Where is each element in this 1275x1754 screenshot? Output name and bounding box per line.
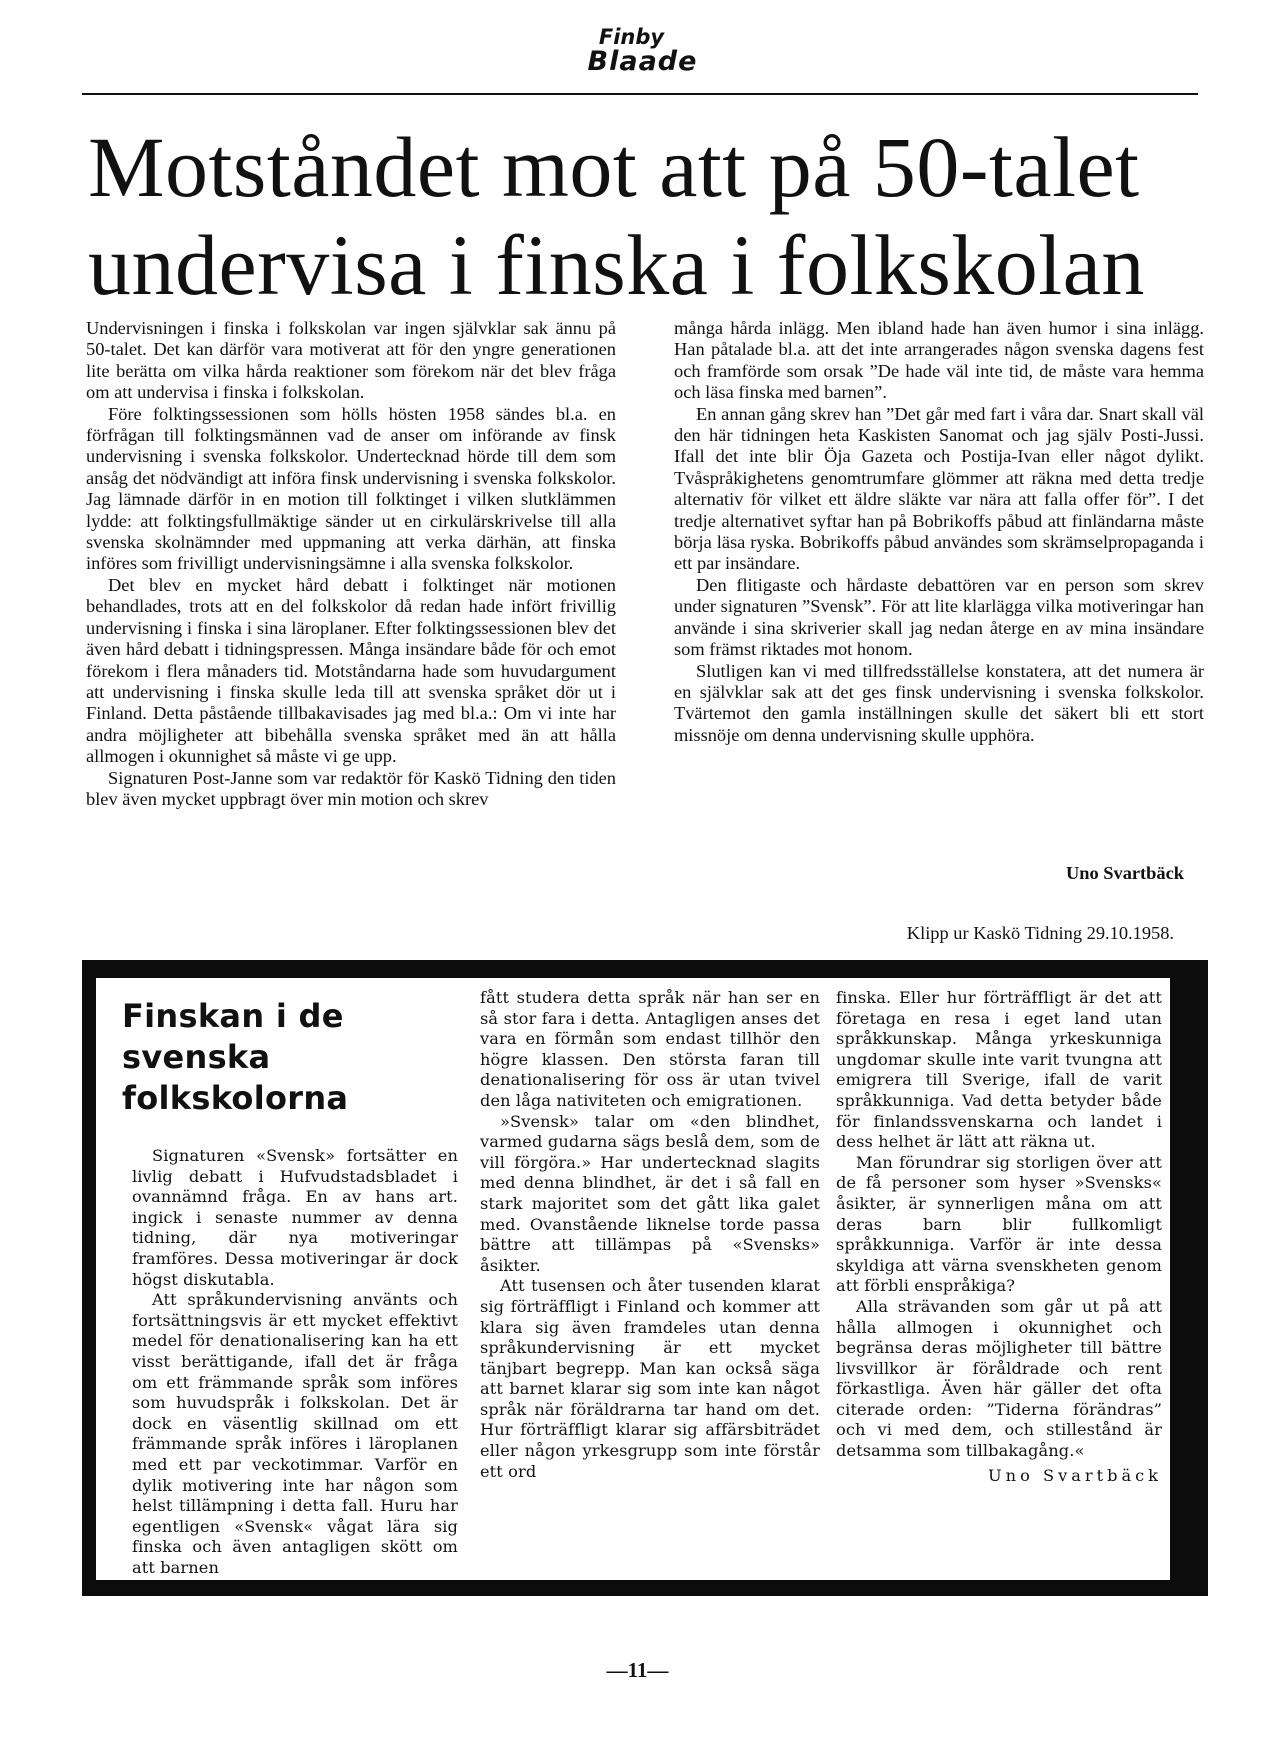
article-paragraph: Den flitigaste och hårdaste debattören var en person som skrev under signaturen ”Svensk”. För att lite klarlägga vilka motiveringar han använde i sina skriverier skall jag nedan återge en av mina insändare som främst riktades mot honom. xyxy=(674,574,1204,660)
clipping-paragraph: Man förundrar sig storligen över att de få personer som hyser »Svensks« åsikter, är synnerligen måna om att deras barn blir fullkomligt språkkunniga. Varför är inte dessa skyldiga att värna svenskheten genom att förbli enspråkiga? xyxy=(836,1152,1162,1296)
article-paragraph: Undervisningen i finska i folkskolan var ingen självklar sak ännu på 50-talet. Det kan därför vara motiverat att för den yngre generationen lite berätta om vilka hårda reaktioner som förekom när det blev fråga om att undervisa i finska i folkskolan. xyxy=(86,318,616,403)
article-signature: Uno Svartbäck xyxy=(1065,863,1184,883)
article-paragraph: många hårda inlägg. Men ibland hade han även humor i sina inlägg. Han påtalade bl.a. att det inte arrangerades någon svenska dagens fest och framförde som orsak ”De hade väl inte tid, de måste vara hemma och läsa finska med barnen”. xyxy=(674,318,1204,403)
masthead xyxy=(0,26,1275,76)
clipping-title: Finskan i de svenska folkskolorna xyxy=(122,997,349,1117)
masthead-line-2: Blaade xyxy=(587,46,698,77)
clipping-paragraph: Att språkundervisning använts och fortsättningsvis är ett mycket effektivt medel för denationalisering kan ha ett visst berättigande, ifall det är fråga om ett främmande språk som införes som huvudspråk i folkskolan. Det är dock en väsentlig skillnad om ett främmande språk införes i läroplanen med ett par veckotimmar. Varför en dylik motivering inte har någon som helst tillämpning i detta fall. Huru har egentligen «Svensk« vågat lära sig finska och även antagligen skött om att barnen xyxy=(132,1290,458,1577)
clipping-caption: Klipp ur Kaskö Tidning 29.10.1958. xyxy=(906,923,1174,943)
article-paragraph: Det blev en mycket hård debatt i folktinget när motionen behandlades, trots att en del folkskolor då redan hade infört frivillig undervisning i finska i sina läroplaner. Efter folktingssessionen blev det även hård debatt i tidningspressen. Många insändare både för och emot förekom i flera månaders tid. Motståndarna hade som huvudargument att undervisning i finska skulle leda till att svenska språket dör ut i Finland. Detta påstående tillbakavisades jag med bl.a.: Om vi inte har andra möjligheter att bibehålla svenska språket med än att hålla allmogen i okunnighet så måste vi ge upp. xyxy=(86,574,616,767)
clipping-column-1 xyxy=(132,1146,458,1578)
clipping-paragraph: fått studera detta språk när han ser en så stor fara i detta. Antagligen anses det vara en förmån som endast tillhör den högre klassen. Den största faran till denationalisering för oss är utan tvivel den låga nativiteten och emigrationen. xyxy=(480,988,820,1110)
clipping-signature: Uno Svartbäck xyxy=(988,1465,1162,1485)
article-column-right xyxy=(674,318,1204,746)
page-number: —11— xyxy=(606,1658,669,1682)
clipping-column-2 xyxy=(480,988,820,1482)
clipping-paragraph: Signaturen «Svensk» fortsätter en livlig debatt i Hufvudstadsbladet i ovannämnd fråga. En av hans art. ingick i senaste nummer av denna tidning, där nya motiveringar framföres. Dessa motiveringar är dock högst diskutabla. xyxy=(132,1146,458,1289)
header-rule xyxy=(82,93,1198,95)
article-paragraph: Före folktingssessionen som hölls hösten 1958 sändes bl.a. en förfrågan till folktingsmännen vad de anser om införande av finsk undervisning i svenska folkskolor. Undertecknad hörde till dem som ansåg det nödvändigt att införa finsk undervisning i svenska folkskolor. Jag lämnade därför in en motion till folktinget i vilken slutklämmen lydde: att folktingsfullmäktige sänder ut en cirkulärskrivelse till alla svenska skolnämnder med uppmaning att verka därhän, att finska införes som frivilligt undervisningsämne i alla svenska folkskolor. xyxy=(86,403,616,574)
clipping-paragraph: Att tusensen och åter tusenden klarat sig förträffligt i Finland och kommer att klara sig även framdeles utan denna språkundervisning är ett mycket tänjbart begrepp. Man kan också säga att barnet klarar sig som inte kan något språk när föräldrarna tar hand om det. Hur förträffligt klarar sig affärsbiträdet eller någon yrkesgrupp som inte förstår ett ord xyxy=(480,1276,820,1481)
clipping-paragraph: Alla strävanden som går ut på att hålla allmogen i okunnighet och begränsa deras möjligheter till bättre livsvillkor är föråldrade och rent förkastliga. Även här gäller det ofta citerade orden: ”Tiderna förändras” och vi med dem, och stillestånd är detsamma som tillbakagång.« xyxy=(836,1296,1162,1461)
article-column-left xyxy=(86,318,616,810)
article-paragraph: Signaturen Post-Janne som var redaktör för Kaskö Tidning den tiden blev även mycket uppbragt över min motion och skrev xyxy=(86,767,616,809)
masthead-line-1: Finby xyxy=(598,25,665,49)
clipping-column-3 xyxy=(836,988,1162,1486)
clipping-paragraph: finska. Eller hur förträffligt är det att företaga en resa i eget land utan språkkunskap. Många yrkeskunniga ungdomar skulle inte varit tvungna att emigrera till Sverige, ifall de varit språkkunniga. Vad detta betyder både för finlandssvenskarna och landet i dess helhet är lätt att räkna ut. xyxy=(836,988,1162,1152)
article-paragraph: Slutligen kan vi med tillfredsställelse konstatera, att det numera är en självklar sak att det ges finsk undervisning i svenska folkskolor. Tvärtemot den gamla inställningen skulle det säkert bli ett stort missnöje om denna undervisning skulle upphöra. xyxy=(674,660,1204,745)
article-paragraph: En annan gång skrev han ”Det går med fart i våra dar. Snart skall väl den här tidningen heta Kaskisten Sanomat och jag själv Posti-Jussi. Ifall det inte blir Öja Gazeta och Postija-Ivan eller något dylikt. Tvåspråkighetens genomtrumfare glömmer att räkna med detta tredje alternativ för vilket ett äldre släkte var nära att falla offer för”. I det tredje alternativet syftar han på Bobrikoffs påbud att finländarna måste börja läsa ryska. Bobrikoffs påbud användes som skrämselpropaganda i ett par insändare. xyxy=(674,403,1204,574)
article-headline: Motståndet mot att på 50-talet undervisa i finska i folkskolan xyxy=(88,119,1145,313)
clipping-paragraph: »Svensk» talar om «den blindhet, varmed gudarna sägs beslå dem, som de vill förgöra.» Har undertecknad slagits med denna blindhet, är det i så fall en stark majoritet som det gått lika galet med. Ovanstående liknelse torde passa bättre att tillämpas på «Svensks» åsikter. xyxy=(480,1111,820,1275)
